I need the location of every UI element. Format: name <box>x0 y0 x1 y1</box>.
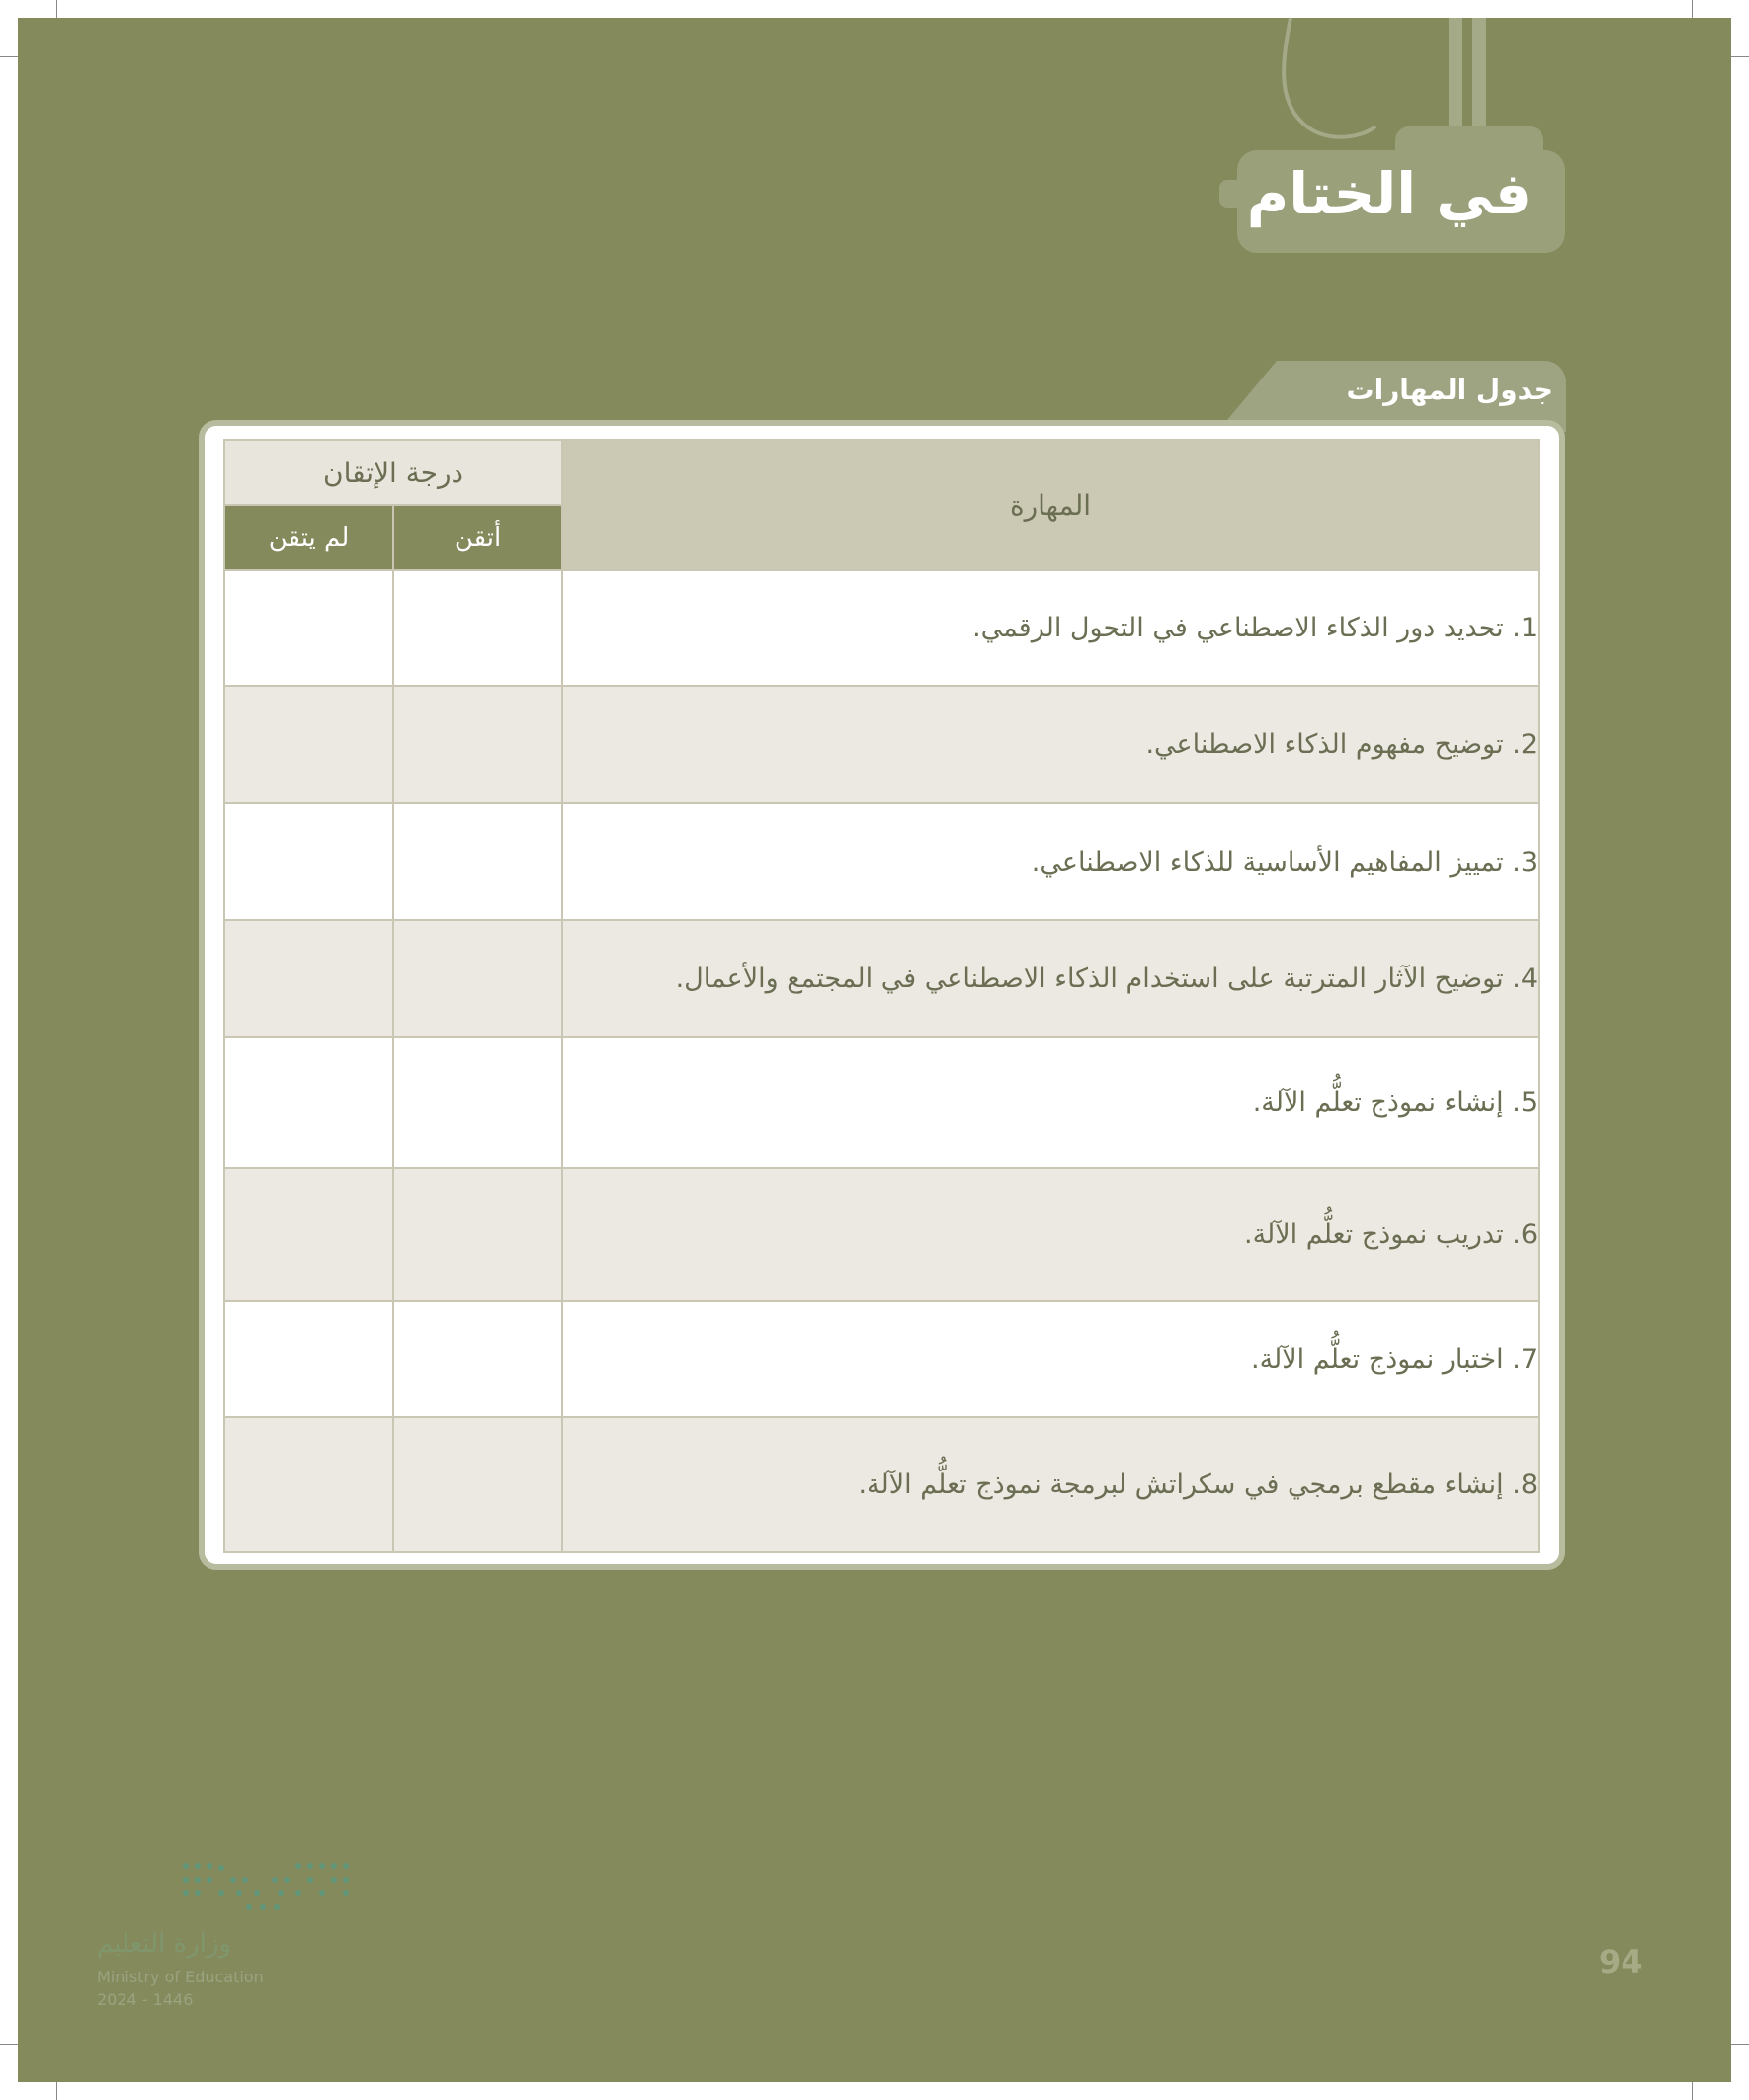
table-row <box>224 920 1539 1037</box>
table-row <box>224 570 1539 686</box>
degree-header: درجة الإتقان <box>224 440 562 505</box>
skill-text: 8. إنشاء مقطع برمجي في سكراتش لبرمجة نموذج تعلُّم الآلة. <box>562 1417 1539 1552</box>
ministry-name-english: Ministry of Education <box>97 1968 264 1986</box>
mastered-checkbox-cell[interactable] <box>393 1168 562 1301</box>
mastered-checkbox-cell[interactable] <box>393 920 562 1037</box>
skill-text: 2. توضيح مفهوم الذكاء الاصطناعي. <box>562 686 1539 803</box>
not-mastered-header: لم يتقن <box>224 505 393 570</box>
skills-table <box>223 439 1540 1553</box>
not-mastered-checkbox-cell[interactable] <box>224 920 393 1037</box>
not-mastered-checkbox-cell[interactable] <box>224 1417 393 1552</box>
mastered-checkbox-cell[interactable] <box>393 1037 562 1168</box>
table-row <box>224 1301 1539 1417</box>
table-row <box>224 1037 1539 1168</box>
skill-header: المهارة <box>562 440 1539 570</box>
table-row <box>224 803 1539 920</box>
not-mastered-checkbox-cell[interactable] <box>224 803 393 920</box>
table-row <box>224 686 1539 803</box>
not-mastered-checkbox-cell[interactable] <box>224 686 393 803</box>
title-tab <box>1237 150 1565 253</box>
not-mastered-checkbox-cell[interactable] <box>224 1301 393 1417</box>
skill-text: 3. تمييز المفاهيم الأساسية للذكاء الاصطناعي. <box>562 803 1539 920</box>
mastered-checkbox-cell[interactable] <box>393 570 562 686</box>
mastered-checkbox-cell[interactable] <box>393 686 562 803</box>
title-tab-connector <box>1219 180 1249 208</box>
not-mastered-checkbox-cell[interactable] <box>224 1037 393 1168</box>
mastered-header: أتقن <box>393 505 562 570</box>
mastered-checkbox-cell[interactable] <box>393 1301 562 1417</box>
page-number: 94 <box>1599 1943 1643 1980</box>
skill-text: 1. تحديد دور الذكاء الاصطناعي في التحول الرقمي. <box>562 570 1539 686</box>
table-row <box>224 1417 1539 1552</box>
skill-text: 5. إنشاء نموذج تعلُّم الآلة. <box>562 1037 1539 1168</box>
table-row <box>224 1168 1539 1301</box>
skill-text: 7. اختبار نموذج تعلُّم الآلة. <box>562 1301 1539 1417</box>
not-mastered-checkbox-cell[interactable] <box>224 1168 393 1301</box>
mastered-checkbox-cell[interactable] <box>393 803 562 920</box>
ministry-year: 2024 - 1446 <box>97 1990 194 2009</box>
page-title: في الختام <box>1246 160 1532 227</box>
not-mastered-checkbox-cell[interactable] <box>224 570 393 686</box>
skill-text: 6. تدريب نموذج تعلُّم الآلة. <box>562 1168 1539 1301</box>
ministry-logo-icon <box>180 1858 350 1913</box>
mastered-checkbox-cell[interactable] <box>393 1417 562 1552</box>
section-label: جدول المهارات <box>1346 374 1553 406</box>
skill-text: 4. توضيح الآثار المترتبة على استخدام الذكاء الاصطناعي في المجتمع والأعمال. <box>562 920 1539 1037</box>
ministry-name-arabic: وزارة التعليم <box>97 1929 232 1959</box>
